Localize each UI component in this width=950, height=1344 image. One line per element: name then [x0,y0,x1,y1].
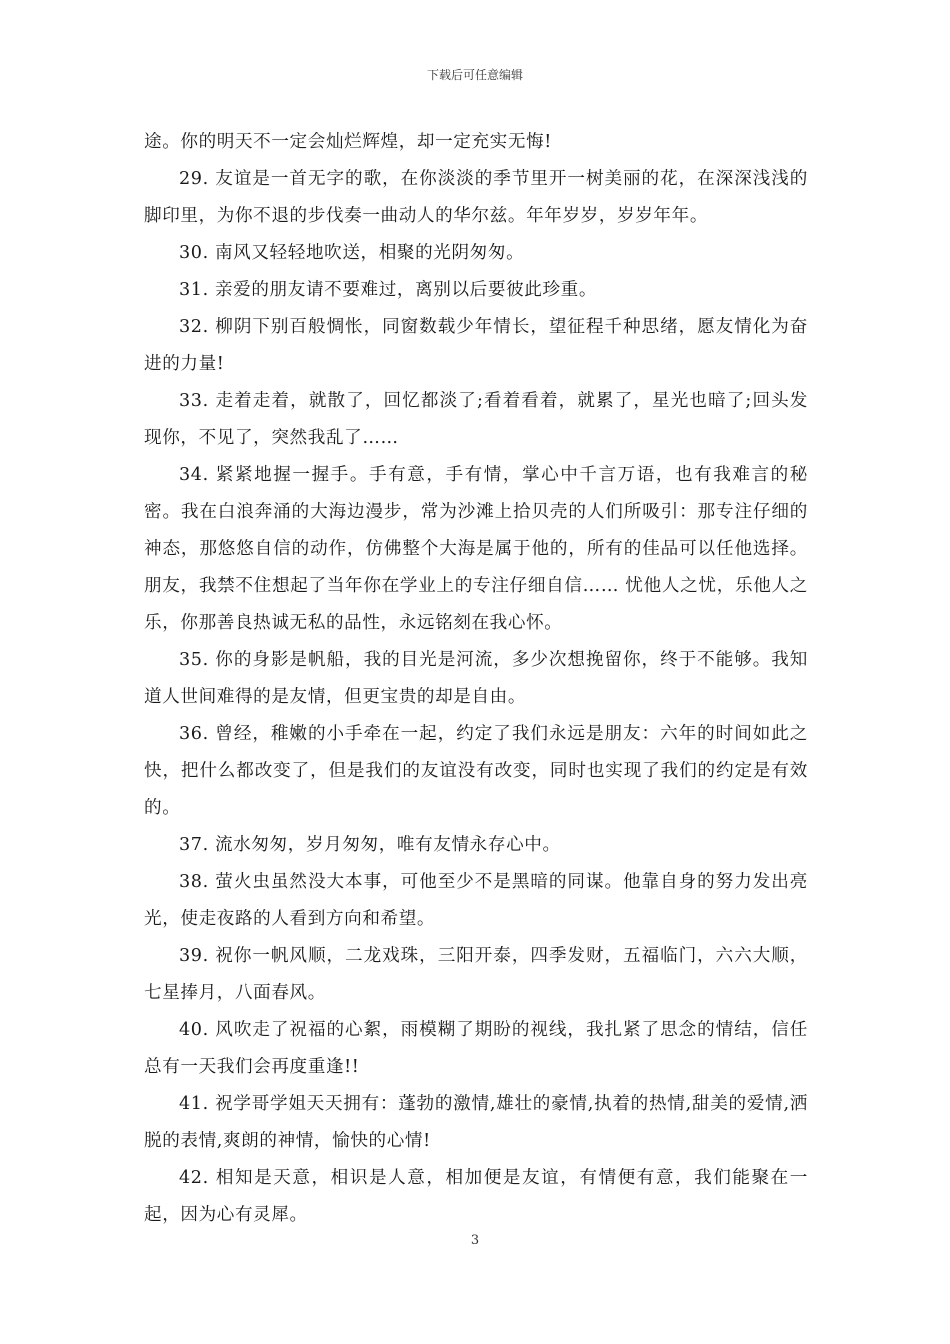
page-number: 3 [470,1233,480,1248]
paragraph-30: 30. 南风又轻轻地吹送，相聚的光阴匆匆。 [179,243,525,263]
paragraph-32: 32. 柳阴下别百般惆怅，同窗数载少年情长，望征程千种思绪，愿友情化为奋进的力量! [144,317,808,374]
document-body [144,124,808,1234]
paragraph-31: 31. 亲爱的朋友请不要难过，离别以后要彼此珍重。 [179,280,598,300]
paragraph-continuation: 途。你的明天不一定会灿烂辉煌，却一定充实无悔! [144,132,552,152]
paragraph-38: 38. 萤火虫虽然没大本事，可他至少不是黑暗的同谋。他靠自身的努力发出亮光，使走夜路的人看到方向和希望。 [144,872,808,929]
paragraph-37: 37. 流水匆匆，岁月匆匆，唯有友情永存心中。 [179,835,561,855]
paragraph-40: 40. 风吹走了祝福的心絮，雨模糊了期盼的视线，我扎紧了思念的情结，信任总有一天我们会再度重逢!! [144,1020,808,1077]
paragraph-39: 39. 祝你一帆风顺，二龙戏珠，三阳开泰，四季发财，五福临门，六六大顺，七星捧月，八面春风。 [144,946,808,1003]
paragraph-42: 42. 相知是天意，相识是人意，相加便是友谊，有情便有意，我们能聚在一起，因为心有灵犀。 [144,1168,808,1225]
paragraph-36: 36. 曾经，稚嫩的小手牵在一起，约定了我们永远是朋友：六年的时间如此之快，把什么都改变了，但是我们的友谊没有改变，同时也实现了我们的约定是有效的。 [144,724,808,818]
paragraph-29: 29. 友谊是一首无字的歌，在你淡淡的季节里开一树美丽的花，在深深浅浅的脚印里，为你不退的步伐奏一曲动人的华尔兹。年年岁岁，岁岁年年。 [144,169,808,226]
paragraph-35: 35. 你的身影是帆船，我的目光是河流，多少次想挽留你，终于不能够。我知道人世间难得的是友情，但更宝贵的却是自由。 [144,650,808,707]
paragraph-34: 34. 紧紧地握一握手。手有意，手有情，掌心中千言万语，也有我难言的秘密。我在白浪奔涌的大海边漫步，常为沙滩上拾贝壳的人们所吸引：那专注仔细的神态，那悠悠自信的动作，仿佛整个大海是属于他的，所有的佳品可以任他选择。朋友，我禁不住想起了当年你在学业上的专注仔细自信…… 忧他人之忧，乐他人之乐，你那善良热诚无私的品性，永远铭刻在我心怀。 [144,465,808,633]
page-header: 下载后可任意编辑 [426,68,523,82]
paragraph-41: 41. 祝学哥学姐天天拥有：蓬勃的激情,雄壮的豪情,执着的热情,甜美的爱情,洒脱的表情,爽朗的神情，愉快的心情! [144,1094,808,1151]
paragraph-33: 33. 走着走着，就散了，回忆都淡了;看着看着，就累了，星光也暗了;回头发现你，不见了，突然我乱了…… [144,391,808,448]
